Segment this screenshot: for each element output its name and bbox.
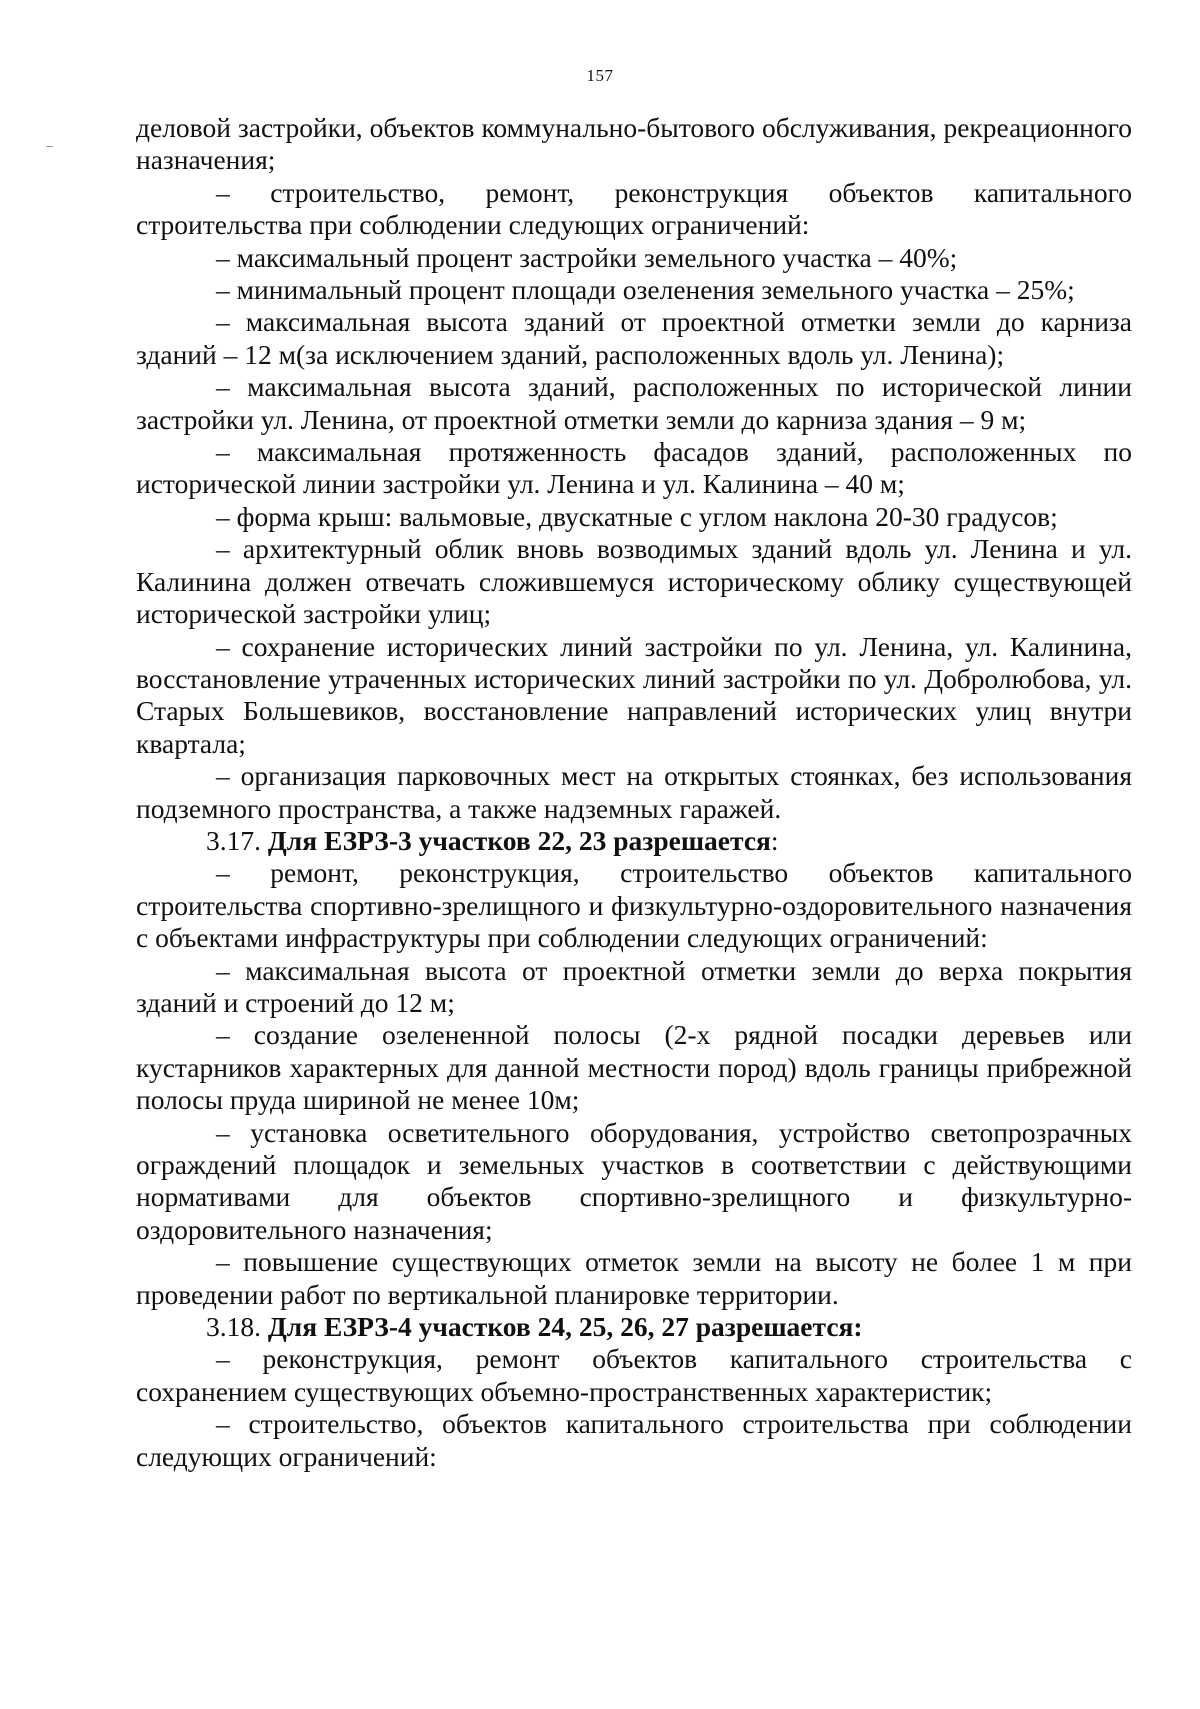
paragraph: – повышение существующих отметок земли на высоту не более 1 м при проведении работ по вертикальной планировке территории. <box>136 1246 1132 1310</box>
paragraph: – форма крыш: вальмовые, двускатные с углом наклона 20-30 градусов; <box>216 500 1058 532</box>
section-heading-tail: : <box>770 824 779 856</box>
paragraph: – максимальный процент застройки земельного участка – 40%; <box>216 241 958 273</box>
paragraph: – реконструкция, ремонт объектов капитального строительства с сохранением существующих объемно-пространственных характеристик; <box>136 1343 1132 1407</box>
document-body <box>136 112 1132 1473</box>
paragraph: – минимальный процент площади озеленения земельного участка – 25%; <box>216 274 1075 306</box>
paragraph: – строительство, ремонт, реконструкция объектов капитального строительства при соблюдении следующих ограничений: <box>136 176 1132 241</box>
section-number: 3.18. <box>206 1311 261 1343</box>
paragraph: деловой застройки, объектов коммунально-бытового обслуживания, рекреационного назначения; <box>136 112 1132 176</box>
paragraph: – ремонт, реконструкция, строительство объектов капитального строительства спортивно-зрелищного и физкультурно-оздоровительного назначения с объектами инфраструктуры при соблюдении следующих ограничений: <box>136 857 1132 954</box>
paragraph: – максимальная протяженность фасадов зданий, расположенных по исторической линии застройки ул. Ленина и ул. Калинина – 40 м; <box>136 436 1132 500</box>
paragraph: – сохранение исторических линий застройки по ул. Ленина, ул. Калинина, восстановление утраченных исторических линий застройки по ул. Добролюбова, ул. Старых Большевиков, восстановление направлений исторических улиц внутри квартала; <box>136 630 1132 759</box>
paragraph: – установка осветительного оборудования, устройство светопрозрачных ограждений площадок и земельных участков в соответствии с действующими нормативами для объектов спортивно-зрелищного и физкультурно-оздоровительного назначения; <box>136 1116 1132 1245</box>
paragraph: – максимальная высота от проектной отметки земли до верха покрытия зданий и строений до 12 м; <box>136 954 1132 1018</box>
section-heading-bold: Для ЕЗРЗ-4 участков 24, 25, 26, 27 разрешается: <box>267 1311 863 1343</box>
scan-mark <box>46 146 53 147</box>
paragraph: – строительство, объектов капитального строительства при соблюдении следующих ограничений: <box>136 1408 1132 1472</box>
paragraph: – максимальная высота зданий, расположенных по исторической линии застройки ул. Ленина, от проектной отметки земли до карниза здания – 9 м; <box>136 371 1132 435</box>
paragraph: – максимальная высота зданий от проектной отметки земли до карниза зданий – 12 м(за исключением зданий, расположенных вдоль ул. Ленина); <box>136 306 1132 370</box>
paragraph: – архитектурный облик вновь возводимых зданий вдоль ул. Ленина и ул. Калинина должен отвечать сложившемуся историческому облику существующей исторической застройки улиц; <box>136 533 1132 630</box>
page-number: 157 <box>586 66 614 85</box>
paragraph: – организация парковочных мест на открытых стоянках, без использования подземного пространства, а также надземных гаражей. <box>136 760 1132 824</box>
section-heading <box>136 1311 1132 1343</box>
section-heading <box>136 825 1132 857</box>
paragraph: – создание озелененной полосы (2-х рядной посадки деревьев или кустарников характерных для данной местности пород) вдоль границы прибрежной полосы пруда шириной не менее 10м; <box>136 1019 1132 1116</box>
section-number: 3.17. <box>206 824 261 856</box>
section-heading-bold: Для ЕЗРЗ-3 участков 22, 23 разрешается <box>267 824 771 856</box>
